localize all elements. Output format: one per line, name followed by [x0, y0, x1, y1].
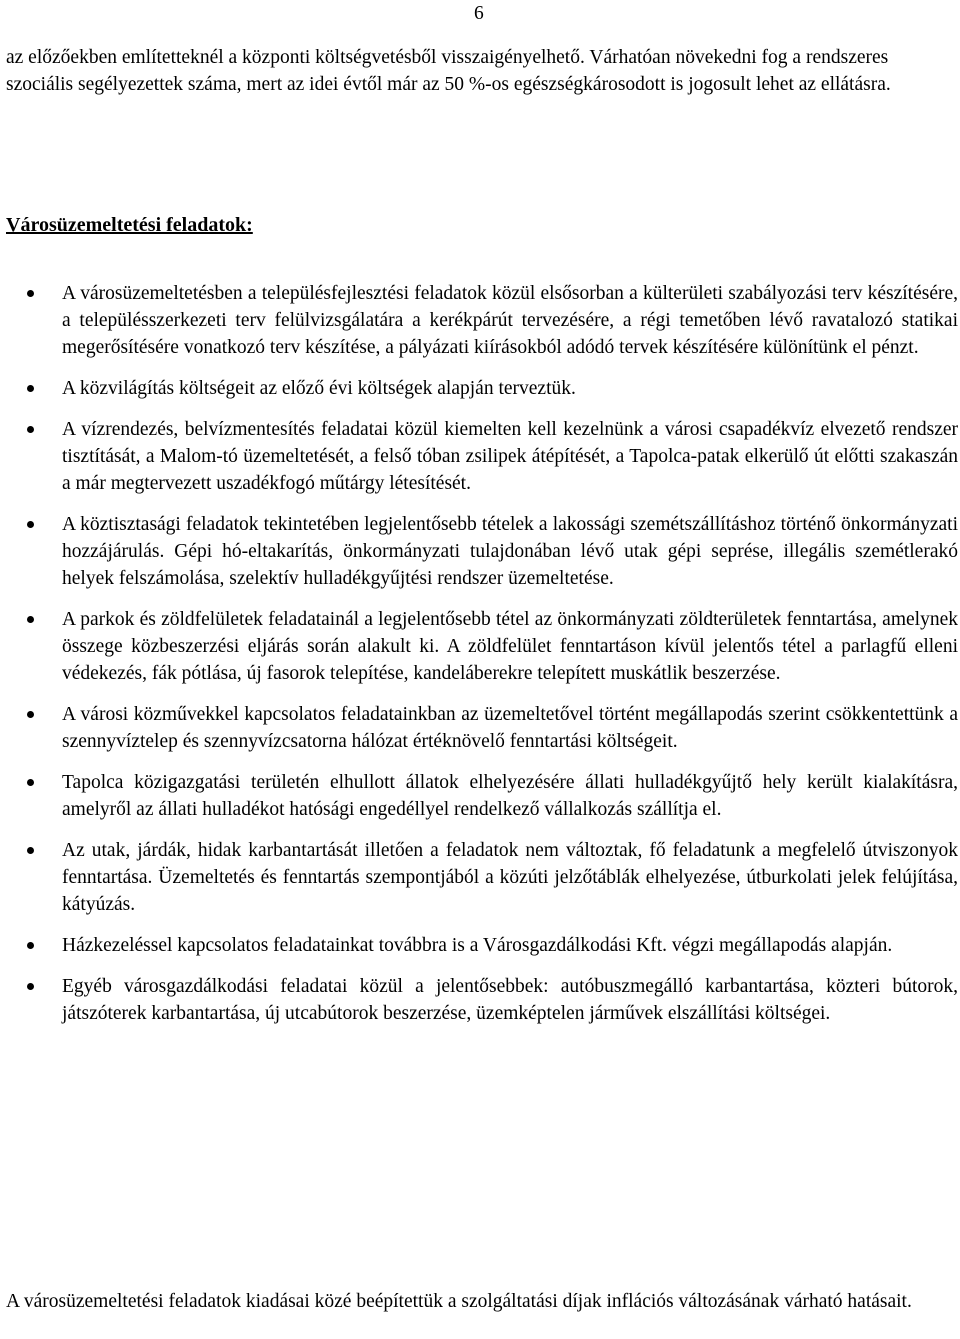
list-item-text: Házkezeléssel kapcsolatos feladatainkat továbbra is a Városgazdálkodási Kft. végzi megállapodás alapján.	[62, 935, 893, 956]
list-item-text: A vízrendezés, belvízmentesítés feladatai közül kiemelten kell kezelnünk a városi csapadékvíz elvezető rendszer tisztítását, a Malom-tó üzemeltetését, a felső tóban zsilipek átépítését, a Tapolca-patak elkerülő út előtti szakaszán a már megtervezett uszadékfogó műtárgy létesítését.	[62, 419, 958, 494]
list-item	[0, 511, 960, 592]
list-item-text: A köztisztasági feladatok tekintetében legjelentősebb tételek a lakossági szemétszállításhoz történő önkormányzati hozzájárulás. Gépi hó-eltakarítás, önkormányzati tulajdonában lévő utak gépi seprése, illegális szemétlerakó helyek felszámolása, szelektív hulladékgyűjtési rendszer üzemeltetése.	[62, 514, 958, 589]
list-item	[0, 837, 960, 918]
list-item	[0, 932, 960, 959]
bullet-dot-icon	[27, 426, 34, 433]
bullet-dot-icon	[27, 942, 34, 949]
list-item	[0, 973, 960, 1027]
closing-paragraph: A városüzemeltetési feladatok kiadásai közé beépítettük a szolgáltatási díjak inflációs változásának várható hatásait.	[6, 1291, 912, 1312]
list-item	[0, 375, 960, 402]
list-item	[0, 769, 960, 823]
bullet-dot-icon	[27, 290, 34, 297]
bullet-dot-icon	[27, 616, 34, 623]
bullet-dot-icon	[27, 983, 34, 990]
list-item-text: Egyéb városgazdálkodási feladatai közül a jelentősebbek: autóbuszmegálló karbantartása, közteri bútorok, játszóterek karbantartása, új utcabútorok beszerzése, üzemképtelen járművek elszállítási költségei.	[62, 976, 958, 1024]
task-bullet-list	[0, 280, 960, 1041]
list-item-text: A parkok és zöldfelületek feladatainál a legjelentősebb tétel az önkormányzati zöldterületek fenntartása, amelynek összege közbeszerzési eljárás során alakult ki. A zöldfelület fenntartáson kívül jelentős tétel a parlagfű elleni védekezés, fák pótlása, új fasorok telepítése, kandeláberekre telepített muskátlik beszerzése.	[62, 609, 958, 684]
list-item	[0, 701, 960, 755]
bullet-dot-icon	[27, 521, 34, 528]
bullet-dot-icon	[27, 847, 34, 854]
list-item-text: A városüzemeltetésben a településfejlesztési feladatok közül elsősorban a külterületi szabályozási terv készítésére, a településszerkezeti terv felülvizsgálatára a kerékpárút tervezésére, a régi temetőben lévő ravatalozó statikai megerősítésére vonatkozó terv készítése, a pályázati kiírásokból adódó tervek készítésére különítünk el pénzt.	[62, 283, 958, 358]
section-heading: Városüzemeltetési feladatok:	[6, 214, 253, 236]
list-item	[0, 606, 960, 687]
bullet-dot-icon	[27, 385, 34, 392]
page-number: 6	[474, 3, 484, 24]
list-item	[0, 280, 960, 361]
list-item-text: Tapolca közigazgatási területén elhullott állatok elhelyezésére állati hulladékgyűjtő hely került kialakításra, amelyről az állati hulladékot hatósági engedéllyel rendelkező vállalkozás szállítja el.	[62, 772, 958, 820]
bullet-dot-icon	[27, 779, 34, 786]
list-item-text: A közvilágítás költségeit az előző évi költségek alapján terveztük.	[62, 378, 576, 399]
intro-paragraph: az előzőekben említetteknél a központi költségvetésből visszaigényelhető. Várhatóan növekedni fog a rendszeres szociális segélyezettek száma, mert az idei évtől már az 50 %-os egészségkárosodott is jogosult lehet az ellátásra.	[6, 47, 891, 95]
list-item-text: Az utak, járdák, hidak karbantartását illetően a feladatok nem változtak, fő feladatunk a megfelelő útviszonyok fenntartása. Üzemeltetés és fenntartás szempontjából a közúti jelzőtáblák elhelyezése, útburkolati jelek felújítása, kátyúzás.	[62, 840, 958, 915]
list-item	[0, 416, 960, 497]
bullet-dot-icon	[27, 711, 34, 718]
list-item-text: A városi közművekkel kapcsolatos feladatainkban az üzemeltetővel történt megállapodás szerint csökkentettünk a szennyvíztelep és szennyvízcsatorna hálózat értéknövelő fenntartási költségeit.	[62, 704, 958, 752]
